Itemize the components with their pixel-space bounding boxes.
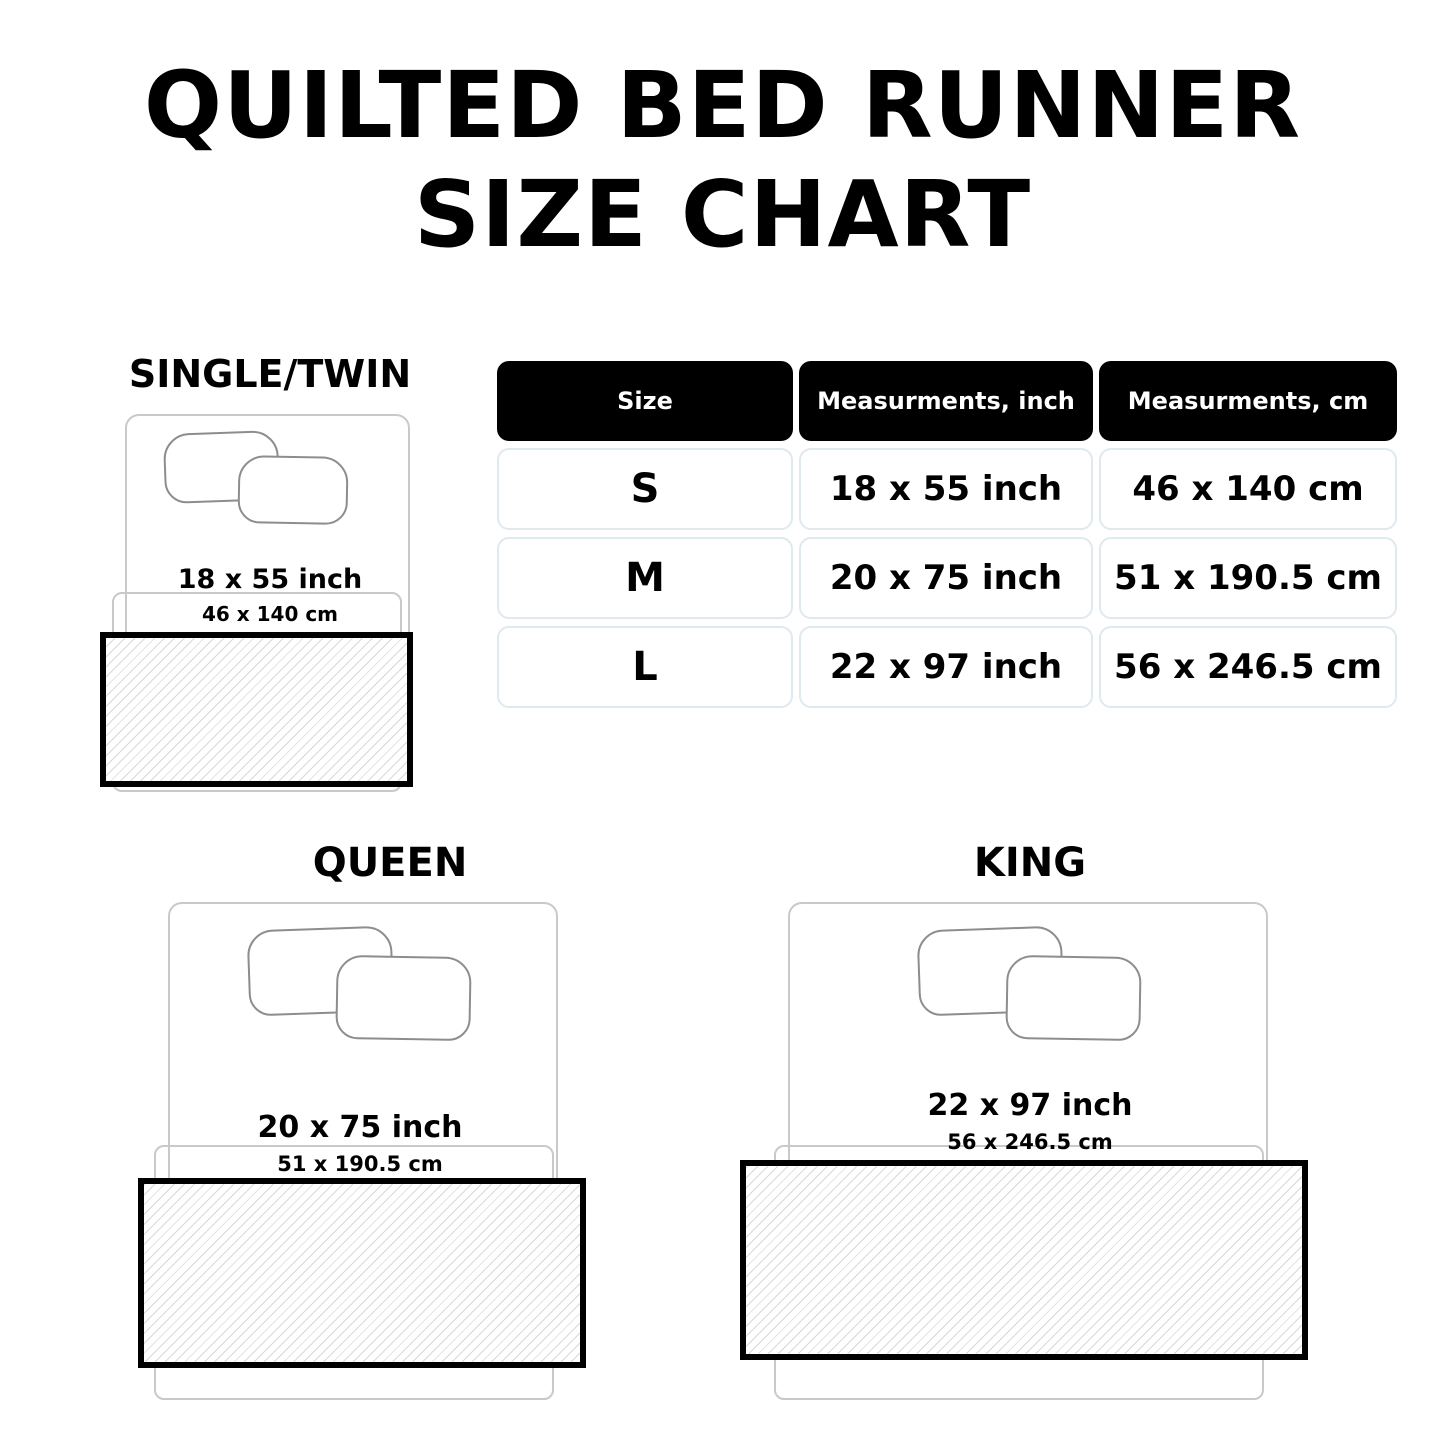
bed-runner — [740, 1160, 1308, 1360]
runner-dimension-cm: 56 x 246.5 cm — [947, 1130, 1113, 1154]
table-header-row — [497, 361, 1397, 441]
runner-dimension-inch: 18 x 55 inch — [177, 564, 363, 595]
bed-illustration-single-twin — [60, 352, 480, 822]
size-table — [497, 361, 1397, 715]
cell-size-m: M — [497, 537, 793, 619]
bed-label-single-twin: SINGLE/TWIN — [128, 352, 412, 396]
table-row — [497, 626, 1397, 708]
pillow-front — [335, 955, 471, 1041]
cell-inch-s: 18 x 55 inch — [799, 448, 1093, 530]
table-header-inch: Measurments, inch — [799, 361, 1093, 441]
cell-inch-l: 22 x 97 inch — [799, 626, 1093, 708]
table-row — [497, 448, 1397, 530]
table-header-size: Size — [497, 361, 793, 441]
bed-runner — [138, 1178, 586, 1368]
bed-illustration-queen — [130, 840, 650, 1420]
table-header-cm: Measurments, cm — [1099, 361, 1397, 441]
cell-size-l: L — [497, 626, 793, 708]
cell-cm-m: 51 x 190.5 cm — [1099, 537, 1397, 619]
cell-size-s: S — [497, 448, 793, 530]
runner-dimension-inch: 22 x 97 inch — [927, 1088, 1133, 1123]
runner-dimension-cm: 46 x 140 cm — [201, 602, 339, 626]
pillow-front — [237, 455, 348, 525]
page-title — [0, 52, 1445, 269]
cell-inch-m: 20 x 75 inch — [799, 537, 1093, 619]
pillow-front — [1005, 955, 1141, 1041]
page-title-line-2: SIZE CHART — [413, 160, 1032, 268]
cell-cm-l: 56 x 246.5 cm — [1099, 626, 1397, 708]
table-row — [497, 537, 1397, 619]
runner-dimension-inch: 20 x 75 inch — [257, 1110, 463, 1145]
runner-dimension-cm: 51 x 190.5 cm — [277, 1152, 443, 1176]
bed-label-king: KING — [973, 840, 1087, 886]
bed-illustration-king — [750, 840, 1350, 1420]
cell-cm-s: 46 x 140 cm — [1099, 448, 1397, 530]
bed-label-queen: QUEEN — [312, 840, 468, 886]
bed-runner — [100, 632, 413, 787]
page-title-line-1: QUILTED BED RUNNER — [143, 52, 1302, 159]
